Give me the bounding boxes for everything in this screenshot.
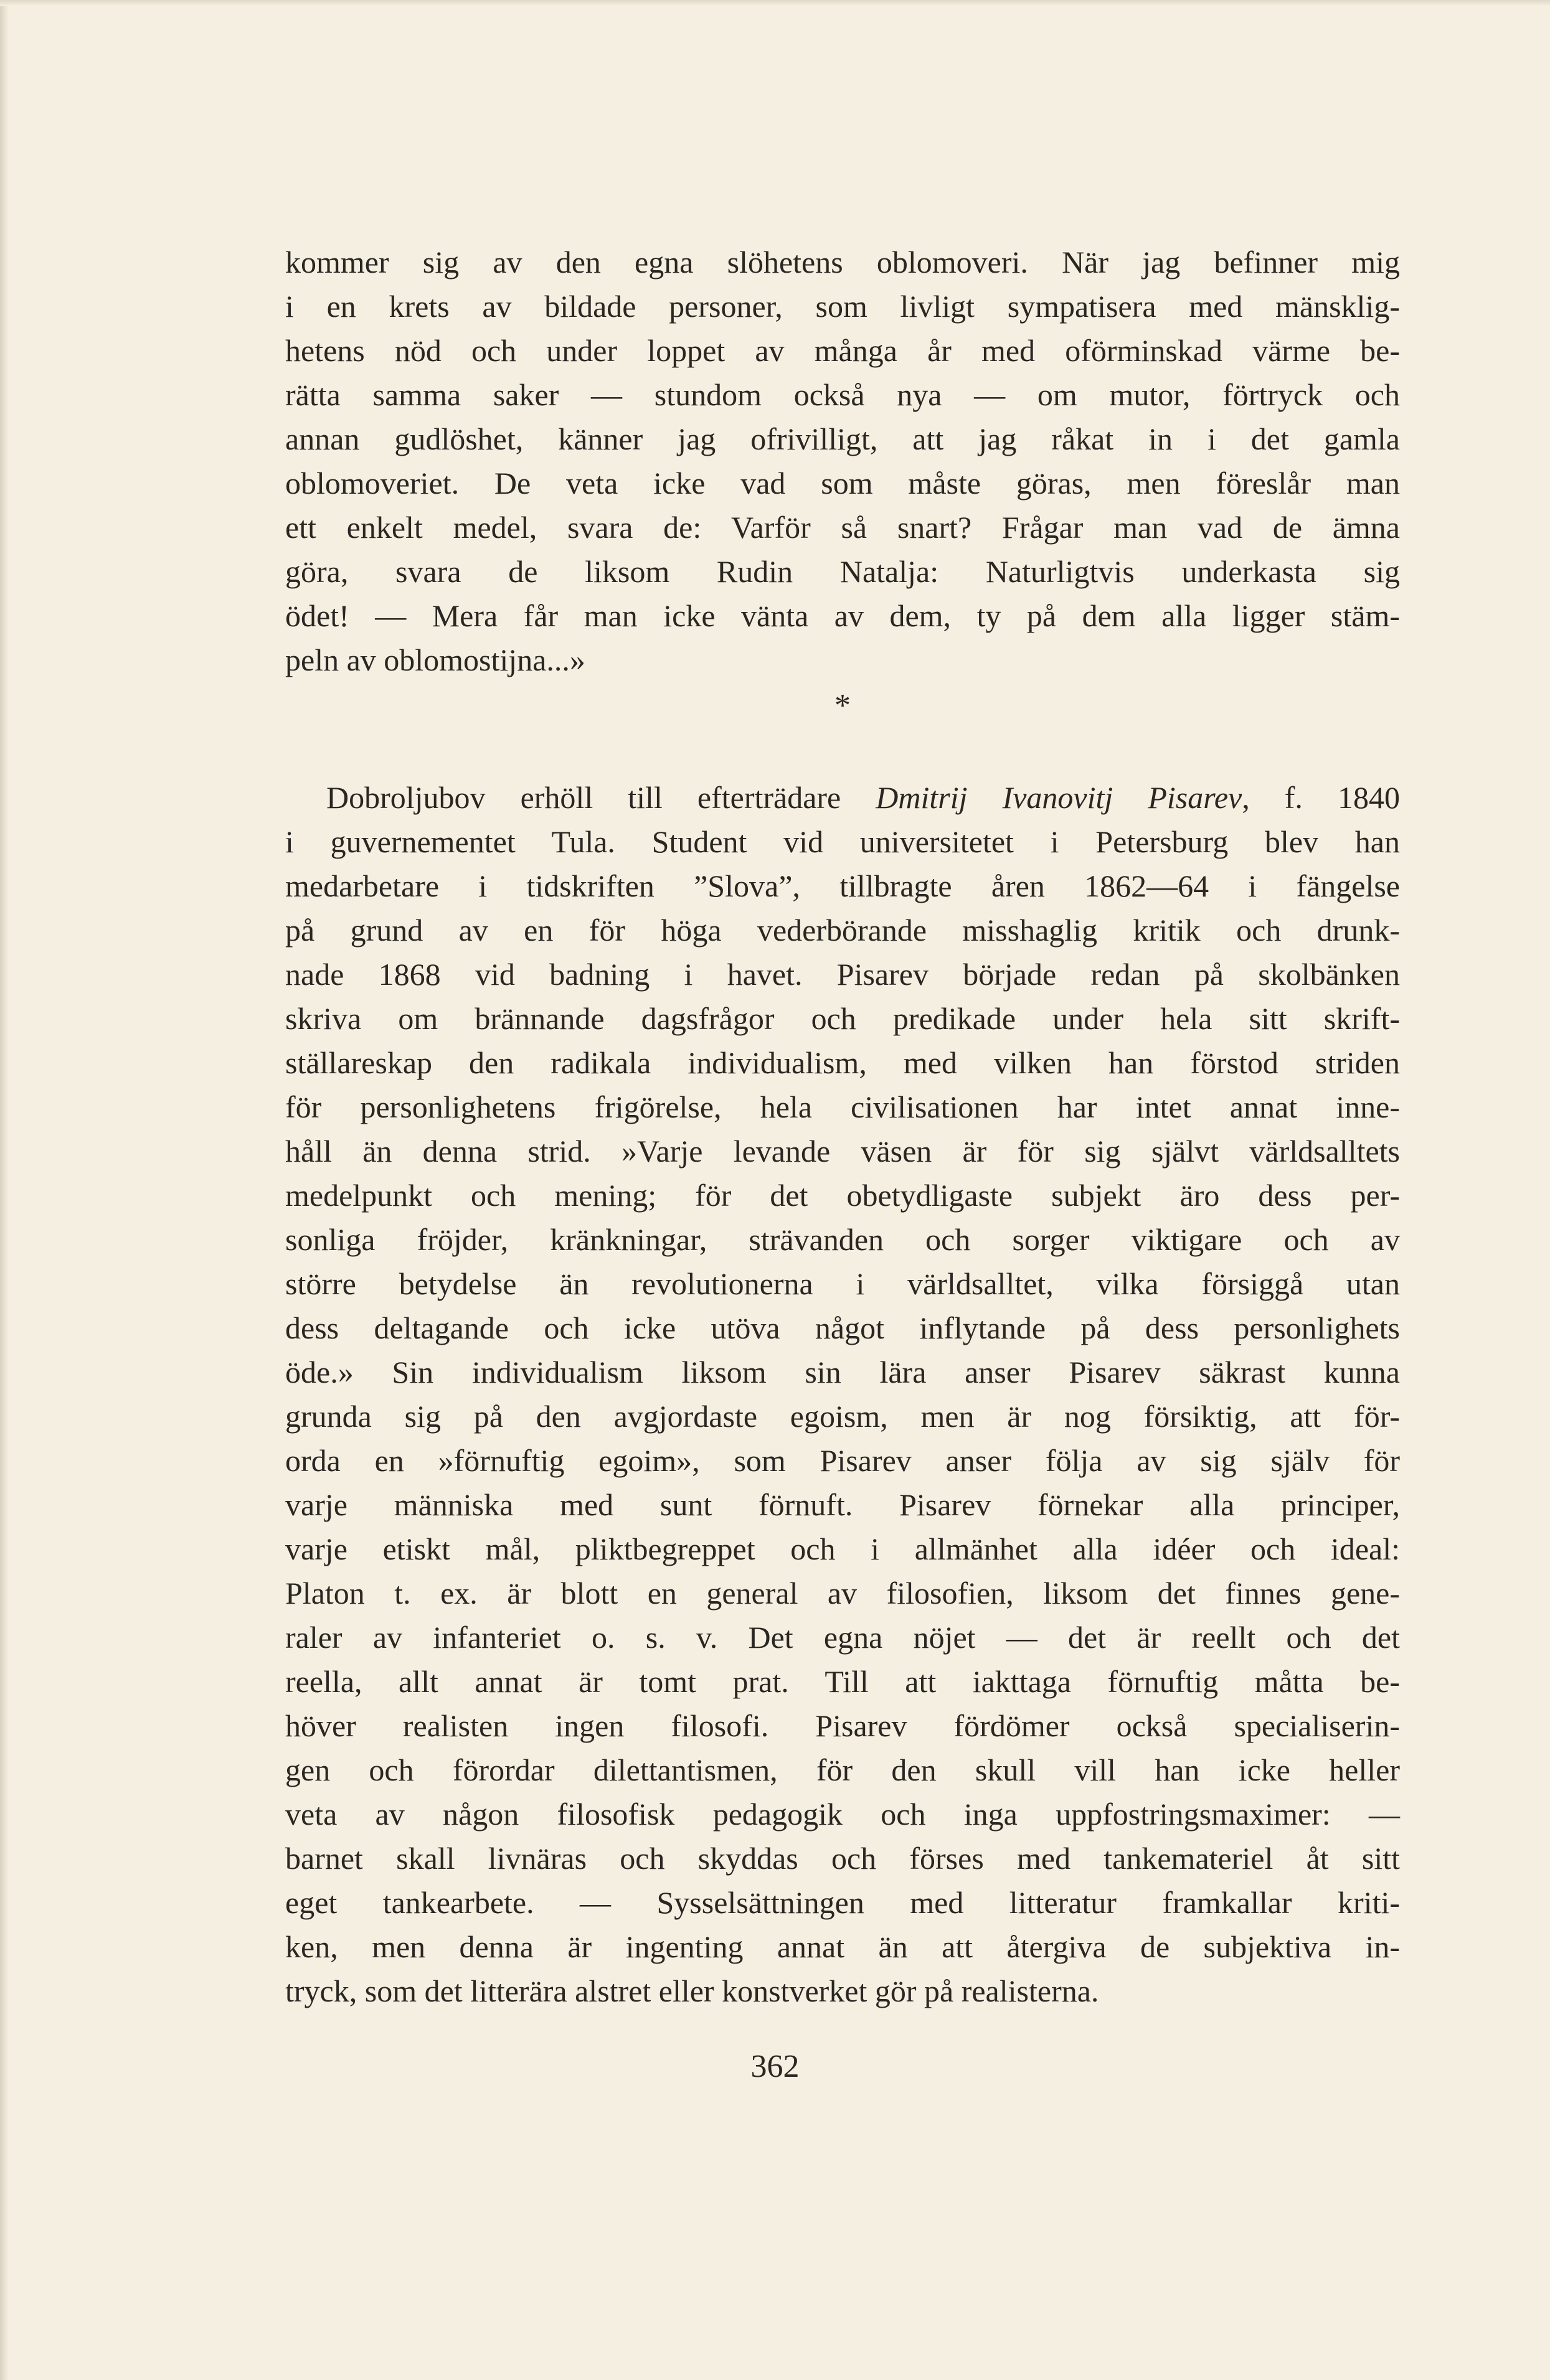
text-line: i guvernementet Tula. Student vid universitetet i Petersburg blev han [285,824,1400,859]
text-line: medelpunkt och mening; för det obetydligaste subjekt äro dess per- [285,1178,1400,1213]
text-line: peln av oblomostijna...» [285,642,585,677]
text-line: grunda sig på den avgjordaste egoism, men är nog försiktig, att för- [285,1399,1400,1434]
text-line: gen och förordar dilettantismen, för den skull vill han icke heller [285,1752,1400,1787]
text-line: oblomoveriet. De veta icke vad som måste göras, men föreslår man [285,466,1400,501]
text-line: annan gudlöshet, känner jag ofrivilligt, att jag råkat in i det gamla [285,421,1400,456]
text-line: ken, men denna är ingenting annat än att återgiva de subjektiva in- [285,1929,1400,1964]
page-shadow-left [0,0,9,2380]
text-line: hetens nöd och under loppet av många år med oförminskad värme be- [285,333,1400,368]
text-line: håll än denna strid. »Varje levande väsen är för sig självt världsalltets [285,1134,1400,1169]
italic-name: Dmitrij Ivanovitj Pisarev [876,780,1242,815]
text-line: veta av någon filosofisk pedagogik och inga uppfostringsmaximer: — [285,1797,1400,1832]
text-line: dess deltagande och icke utöva något inflytande på dess personlighets [285,1310,1400,1345]
text-line: tryck, som det litterära alstret eller konstverket gör på realisterna. [285,1973,1099,2008]
text-line: barnet skall livnäras och skyddas och förses med tankemateriel åt sitt [285,1841,1400,1876]
text-line: eget tankearbete. — Sysselsättningen med litteratur framkallar kriti- [285,1885,1400,1920]
text-line: i en krets av bildade personer, som livligt sympatisera med mänsklig- [285,289,1400,324]
text-line: höver realisten ingen filosofi. Pisarev fördömer också specialiserin- [285,1708,1400,1743]
paragraph-1 [285,240,1400,682]
text-line: orda en »förnuftig egoim», som Pisarev anser följa av sig själv för [285,1443,1400,1478]
text-line: medarbetare i tidskriften ”Slova”, tillbragte åren 1862—64 i fängelse [285,868,1400,903]
page-number: 362 [750,2049,800,2084]
text-line: reella, allt annat är tomt prat. Till att iakttaga förnuftig måtta be- [285,1664,1400,1699]
text-column [285,240,1400,2013]
text-line: större betydelse än revolutionerna i världsalltet, vilka försiggå utan [285,1266,1400,1301]
section-separator: * [834,688,851,723]
text-line: sonliga fröjder, kränkningar, strävanden och sorger viktigare och av [285,1222,1400,1257]
paragraph-2 [285,776,1400,2013]
text-line: skriva om brännande dagsfrågor och predikade under hela sitt skrift- [285,1001,1400,1036]
text-line: Platon t. ex. är blott en general av filosofien, liksom det finnes gene- [285,1576,1400,1611]
text-line: raler av infanteriet o. s. v. Det egna nöjet — det är reellt och det [285,1620,1400,1655]
text-line: varje etiskt mål, pliktbegreppet och i allmänhet alla idéer och ideal: [285,1531,1400,1566]
text-line: ställareskap den radikala individualism, med vilken han förstod striden [285,1045,1400,1080]
text-line: rätta samma saker — stundom också nya — om mutor, förtryck och [285,377,1400,412]
text-line: varje människa med sunt förnuft. Pisarev förnekar alla principer, [285,1487,1400,1522]
text-line: ett enkelt medel, svara de: Varför så snart? Frågar man vad de ämna [285,510,1400,545]
text-line: Dobroljubov erhöll till efterträdare Dmitrij Ivanovitj Pisarev, f. 1840 [326,780,1400,815]
page-shadow-top [0,0,1550,6]
text-line: nade 1868 vid badning i havet. Pisarev började redan på skolbänken [285,957,1400,992]
text-line: för personlighetens frigörelse, hela civilisationen har intet annat inne- [285,1089,1400,1124]
text-line: öde.» Sin individualism liksom sin lära anser Pisarev säkrast kunna [285,1355,1400,1390]
text-line: göra, svara de liksom Rudin Natalja: Naturligtvis underkasta sig [285,554,1400,589]
text-line: kommer sig av den egna slöhetens oblomoveri. När jag befinner mig [285,245,1400,280]
text-line: ödet! — Mera får man icke vänta av dem, ty på dem alla ligger stäm- [285,598,1400,633]
text-line: på grund av en för höga vederbörande misshaglig kritik och drunk- [285,913,1400,948]
